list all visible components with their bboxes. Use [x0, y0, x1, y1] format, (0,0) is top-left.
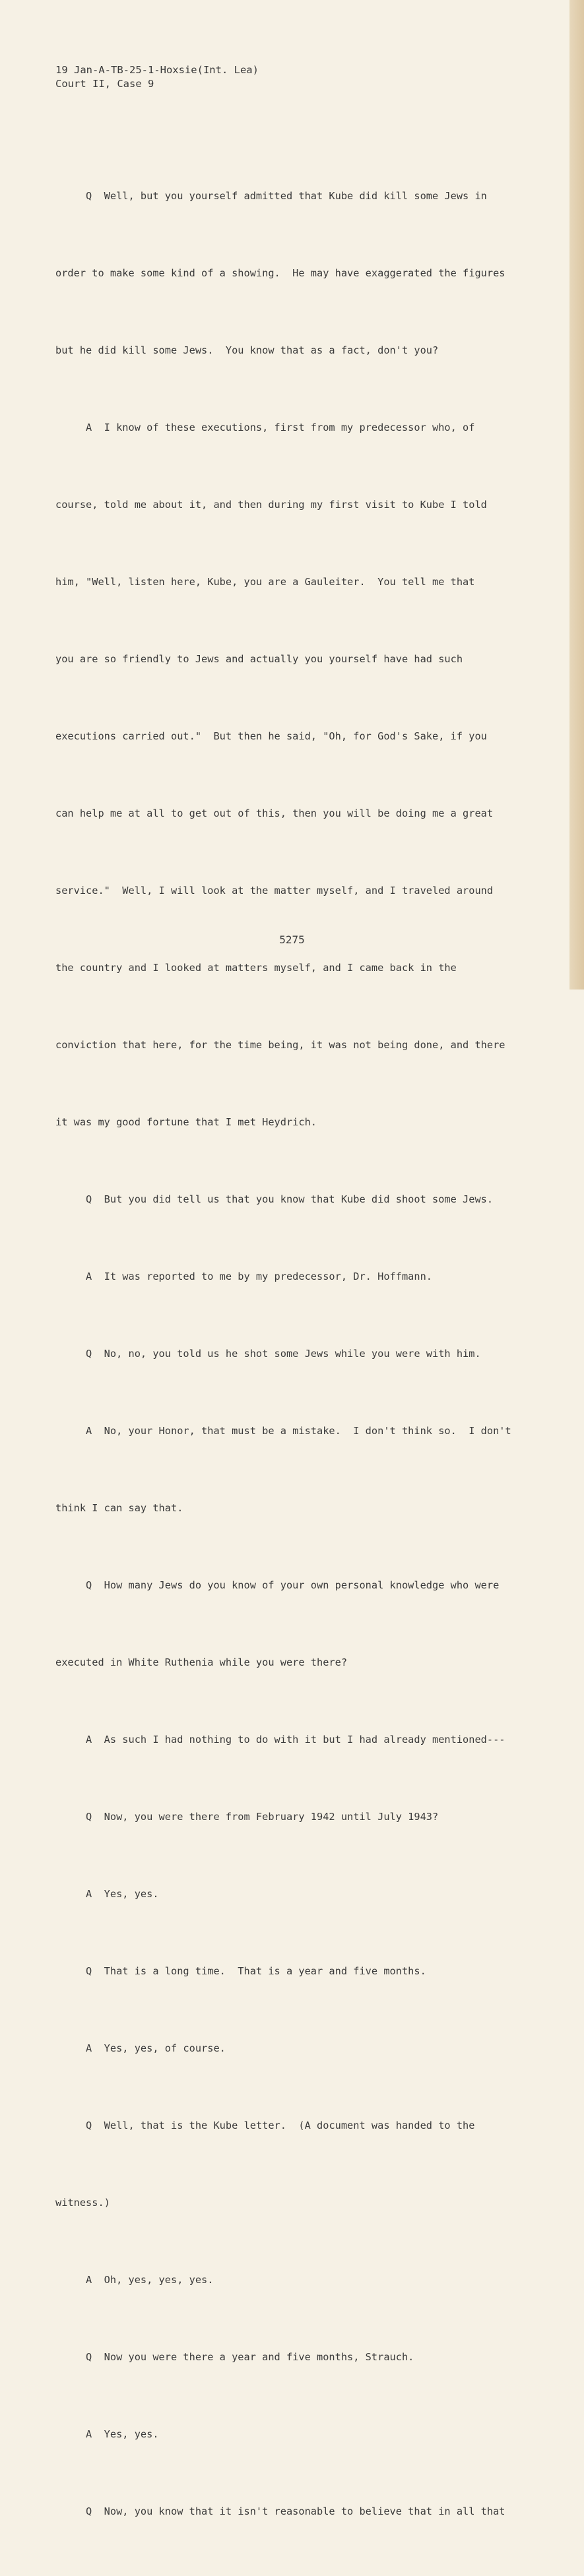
- text-line: conviction that here, for the time being, it was not being done, and there: [55, 1039, 505, 1051]
- text-line: Q Now you were there a year and five months, Strauch.: [55, 2351, 414, 2363]
- text-line: A It was reported to me by my predecessor, Dr. Hoffmann.: [55, 1271, 432, 1282]
- text-line: Q Now, you know that it isn't reasonable to believe that in all that: [55, 2505, 505, 2517]
- text-line: Q Now, you were there from February 1942 until July 1943?: [55, 1811, 439, 1823]
- text-line: the country and I looked at matters myself, and I came back in the: [55, 962, 457, 974]
- text-line: course, told me about it, and then during my first visit to Kube I told: [55, 499, 487, 511]
- text-line: A Yes, yes.: [55, 1888, 159, 1900]
- text-line: A As such I had nothing to do with it but I had already mentioned---: [55, 1734, 505, 1745]
- document-header: [55, 63, 259, 91]
- text-line: Q But you did tell us that you know that Kube did shoot some Jews.: [55, 1193, 494, 1205]
- text-line: but he did kill some Jews. You know that as a fact, don't you?: [55, 344, 439, 356]
- transcript-body: [55, 132, 531, 2576]
- text-line: him, "Well, listen here, Kube, you are a Gauleiter. You tell me that: [55, 576, 475, 588]
- header-line-1: 19 Jan-A-TB-25-1-Hoxsie(Int. Lea): [55, 64, 259, 76]
- text-line: A Yes, yes.: [55, 2428, 159, 2440]
- text-line: witness.): [55, 2197, 110, 2209]
- text-line: you are so friendly to Jews and actually you yourself have had such: [55, 653, 463, 665]
- text-line: think I can say that.: [55, 1502, 183, 1514]
- header-line-2: Court II, Case 9: [55, 78, 154, 90]
- text-line: Q That is a long time. That is a year and five months.: [55, 1965, 426, 1977]
- text-line: service." Well, I will look at the matter myself, and I traveled around: [55, 885, 494, 896]
- text-line: Q Well, but you yourself admitted that Kube did kill some Jews in: [55, 190, 487, 202]
- text-line: A Yes, yes, of course.: [55, 2042, 226, 2054]
- text-line: A I know of these executions, first from my predecessor who, of: [55, 422, 475, 433]
- text-line: executed in White Ruthenia while you were there?: [55, 1656, 348, 1668]
- text-line: executions carried out." But then he said, "Oh, for God's Sake, if you: [55, 730, 487, 742]
- page-number: 5275: [279, 933, 305, 946]
- text-line: can help me at all to get out of this, then you will be doing me a great: [55, 807, 494, 819]
- text-line: Q Well, that is the Kube letter. (A document was handed to the: [55, 2120, 475, 2131]
- text-line: Q No, no, you told us he shot some Jews while you were with him.: [55, 1348, 481, 1360]
- text-line: A Oh, yes, yes, yes.: [55, 2274, 214, 2286]
- paper-edge: [569, 0, 584, 990]
- text-line: it was my good fortune that I met Heydrich.: [55, 1116, 317, 1128]
- text-line: A No, your Honor, that must be a mistake. I don't think so. I don't: [55, 1425, 511, 1437]
- text-line: order to make some kind of a showing. He may have exaggerated the figures: [55, 267, 505, 279]
- text-line: Q How many Jews do you know of your own personal knowledge who were: [55, 1579, 500, 1591]
